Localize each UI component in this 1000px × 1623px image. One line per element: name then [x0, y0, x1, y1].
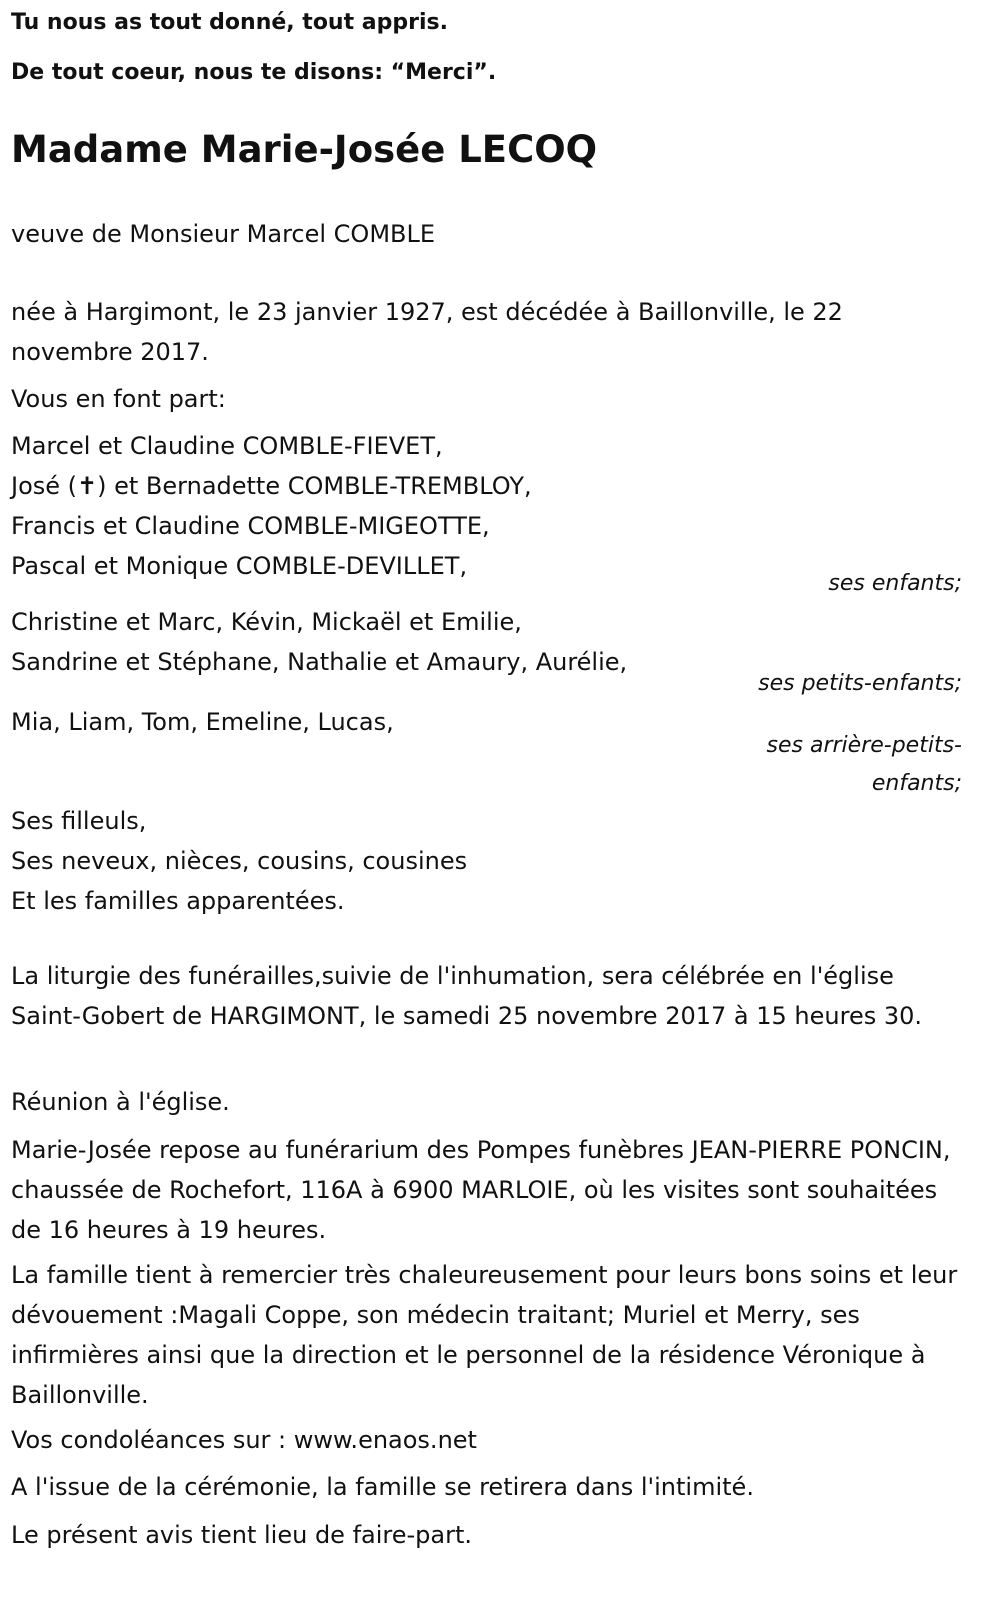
list-item: Marcel et Claudine COMBLE-FIEVET, — [11, 432, 443, 460]
notice-text: Le présent avis tient lieu de faire-part. — [11, 1521, 473, 1549]
list-item: Ses filleuls, — [11, 807, 147, 835]
list-item: Christine et Marc, Kévin, Mickaël et Emilie, — [11, 608, 522, 636]
deceased-name: Madame Marie-Josée LECOQ — [11, 128, 598, 171]
resting-place-text: Marie-Josée repose au funérarium des Pompes funèbres JEAN-PIERRE PONCIN, chaussée de Rochefort, 116A à 6900 MARLOIE, où les visites sont souhaitées de 16 heures à 19 heures. — [11, 1136, 951, 1244]
great-grandchildren-relation: ses arrière-petits-enfants; — [766, 733, 962, 796]
quote-line-1: Tu nous as tout donné, tout appris. — [11, 10, 448, 35]
after-ceremony-text: A l'issue de la cérémonie, la famille se retirera dans l'intimité. — [11, 1473, 754, 1501]
list-item: Francis et Claudine COMBLE-MIGEOTTE, — [11, 512, 490, 540]
list-item: Sandrine et Stéphane, Nathalie et Amaury, Aurélie, — [11, 648, 628, 676]
liturgy-text: La liturgie des funérailles,suivie de l'inhumation, sera célébrée en l'église Saint-Gobert de HARGIMONT, le samedi 25 novembre 2017 à 15 heures 30. — [11, 962, 923, 1030]
birth-death-text: née à Hargimont, le 23 janvier 1927, est décédée à Baillonville, le 22 novembre 2017. — [11, 298, 843, 366]
grandchildren-list — [11, 602, 627, 682]
grandchildren-relation: ses petits-enfants; — [758, 671, 962, 696]
thanks-text: La famille tient à remercier très chaleureusement pour leurs bons soins et leur dévouement :Magali Coppe, son médecin traitant; Muriel et Merry, ses infirmières ainsi que la direction et le personnel de la résidence Véronique à Baillonville. — [11, 1261, 958, 1409]
spouse-line: veuve de Monsieur Marcel COMBLE — [11, 220, 436, 248]
list-item: Pascal et Monique COMBLE-DEVILLET, — [11, 552, 468, 580]
great-grandchildren-list — [11, 702, 394, 742]
others-list — [11, 801, 467, 921]
list-item: Ses neveux, nièces, cousins, cousines — [11, 847, 468, 875]
children-relation: ses enfants; — [828, 571, 962, 596]
meeting-text: Réunion à l'église. — [11, 1088, 230, 1116]
list-item: Et les familles apparentées. — [11, 887, 345, 915]
quote-line-2: De tout coeur, nous te disons: “Merci”. — [11, 60, 497, 85]
condolences-text: Vos condoléances sur : www.enaos.net — [11, 1426, 477, 1454]
list-item: Mia, Liam, Tom, Emeline, Lucas, — [11, 708, 394, 736]
children-list — [11, 426, 532, 586]
announce-intro: Vous en font part: — [11, 385, 226, 413]
list-item: José (✝) et Bernadette COMBLE-TREMBLOY, — [11, 472, 532, 500]
